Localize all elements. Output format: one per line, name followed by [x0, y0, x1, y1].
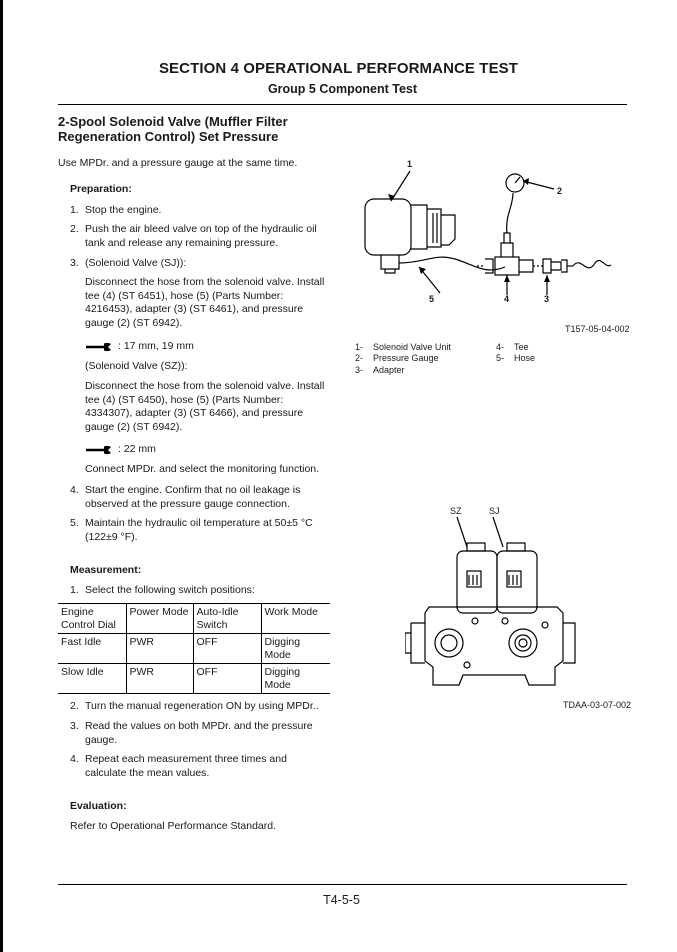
callout-5: 5	[429, 294, 435, 304]
legend-label: Hose	[514, 353, 536, 363]
legend-num: 3-	[355, 365, 364, 375]
wrench-icon	[85, 445, 113, 455]
step-text: Push the air bleed valve on top of the hydraulic oil tank and release any remaining pressure.	[85, 223, 317, 249]
connect-text: Connect MPDr. and select the monitoring function.	[85, 463, 320, 475]
intro-text: Use MPDr. and a pressure gauge at the same time.	[58, 157, 298, 169]
header-rule	[58, 104, 627, 105]
step-number: 2.	[70, 700, 79, 712]
step-text: Read the values on both MPDr. and the pressure gauge.	[85, 720, 313, 746]
step-text: Repeat each measurement three times and calculate the mean values.	[85, 753, 287, 779]
legend-num: 2-	[355, 353, 364, 363]
procedure-heading: 2-Spool Solenoid Valve (Muffler Filter Regeneration Control) Set Pressure	[58, 114, 288, 144]
step-number: 3.	[70, 257, 79, 269]
table-cell: Slow Idle	[58, 664, 126, 694]
legend-num: 5-	[496, 353, 505, 363]
table-cell: Digging Mode	[261, 634, 330, 664]
callout-2: 2	[557, 186, 563, 196]
legend-num: 1-	[355, 342, 364, 352]
table-header-cell: Auto-Idle Switch	[193, 604, 261, 634]
step-number: 1.	[70, 204, 79, 216]
table-cell: PWR	[126, 634, 193, 664]
legend-label: Adapter	[373, 365, 405, 375]
step-text: Stop the engine.	[85, 204, 162, 216]
step-text: Start the engine. Confirm that no oil leakage is observed at the pressure gauge connection.	[85, 484, 301, 510]
step-number: 2.	[70, 223, 79, 235]
measurement-label: Measurement:	[70, 564, 142, 576]
group-title: Group 5 Component Test	[267, 82, 418, 96]
table-row	[58, 634, 330, 664]
step-text: (Solenoid Valve (SJ)):	[85, 257, 187, 269]
sz-label: (Solenoid Valve (SZ)):	[85, 360, 188, 372]
preparation-label: Preparation:	[70, 183, 132, 195]
legend-label: Pressure Gauge	[373, 353, 439, 363]
table-header-cell: Work Mode	[261, 604, 330, 634]
table-cell: OFF	[193, 634, 261, 664]
sz-label: SZ	[450, 506, 462, 516]
evaluation-label: Evaluation:	[70, 800, 127, 812]
table-header-row	[58, 604, 330, 634]
page-edge	[0, 0, 3, 952]
step-number: 3.	[70, 720, 79, 732]
legend-num: 4-	[496, 342, 505, 352]
step-text: Maintain the hydraulic oil temperature at 50±5 °C (122±9 °F).	[85, 517, 313, 543]
step-number: 4.	[70, 484, 79, 496]
table-cell: Fast Idle	[58, 634, 126, 664]
footer-rule	[58, 884, 627, 885]
solenoid-valve-unit-figure	[405, 515, 580, 695]
wrench-icon	[85, 342, 113, 352]
step-number: 4.	[70, 753, 79, 765]
figure-code: TDAA-03-07-002	[563, 700, 632, 710]
callout-4: 4	[504, 294, 510, 304]
table-header-cell: Power Mode	[126, 604, 193, 634]
step-number: 1.	[70, 584, 79, 596]
table-row	[58, 664, 330, 694]
sj-label: SJ	[489, 506, 500, 516]
legend-label: Solenoid Valve Unit	[373, 342, 451, 352]
sj-instructions: Disconnect the hose from the solenoid valve. Install tee (4) (ST 6451), hose (5) (Parts Number: 4216453), adapter (3) (ST 6461), and pressure gauge (2) (ST 6942).	[85, 276, 325, 329]
section-title: SECTION 4 OPERATIONAL PERFORMANCE TEST	[158, 60, 519, 77]
legend-label: Tee	[514, 342, 529, 352]
switch-position-table	[58, 603, 330, 694]
callout-1: 1	[407, 159, 413, 169]
pressure-test-hookup-figure	[355, 155, 630, 315]
sz-instructions: Disconnect the hose from the solenoid valve. Install tee (4) (ST 6450), hose (5) (Parts Number: 4334307), adapter (3) (ST 6466), and pressure gauge (2) (ST 6942).	[85, 380, 325, 433]
table-cell: PWR	[126, 664, 193, 694]
step-text: Turn the manual regeneration ON by using MPDr..	[85, 700, 319, 712]
page-number: T4-5-5	[323, 893, 360, 907]
sz-wrench-size: : 22 mm	[118, 443, 156, 455]
figure-code: T157-05-04-002	[565, 324, 630, 334]
evaluation-text: Refer to Operational Performance Standard.	[70, 820, 277, 832]
table-cell: OFF	[193, 664, 261, 694]
table-cell: Digging Mode	[261, 664, 330, 694]
table-header-cell: Engine Control Dial	[58, 604, 126, 634]
callout-3: 3	[544, 294, 550, 304]
step-number: 5.	[70, 517, 79, 529]
sj-wrench-size: : 17 mm, 19 mm	[118, 340, 194, 352]
step-text: Select the following switch positions:	[85, 584, 255, 596]
